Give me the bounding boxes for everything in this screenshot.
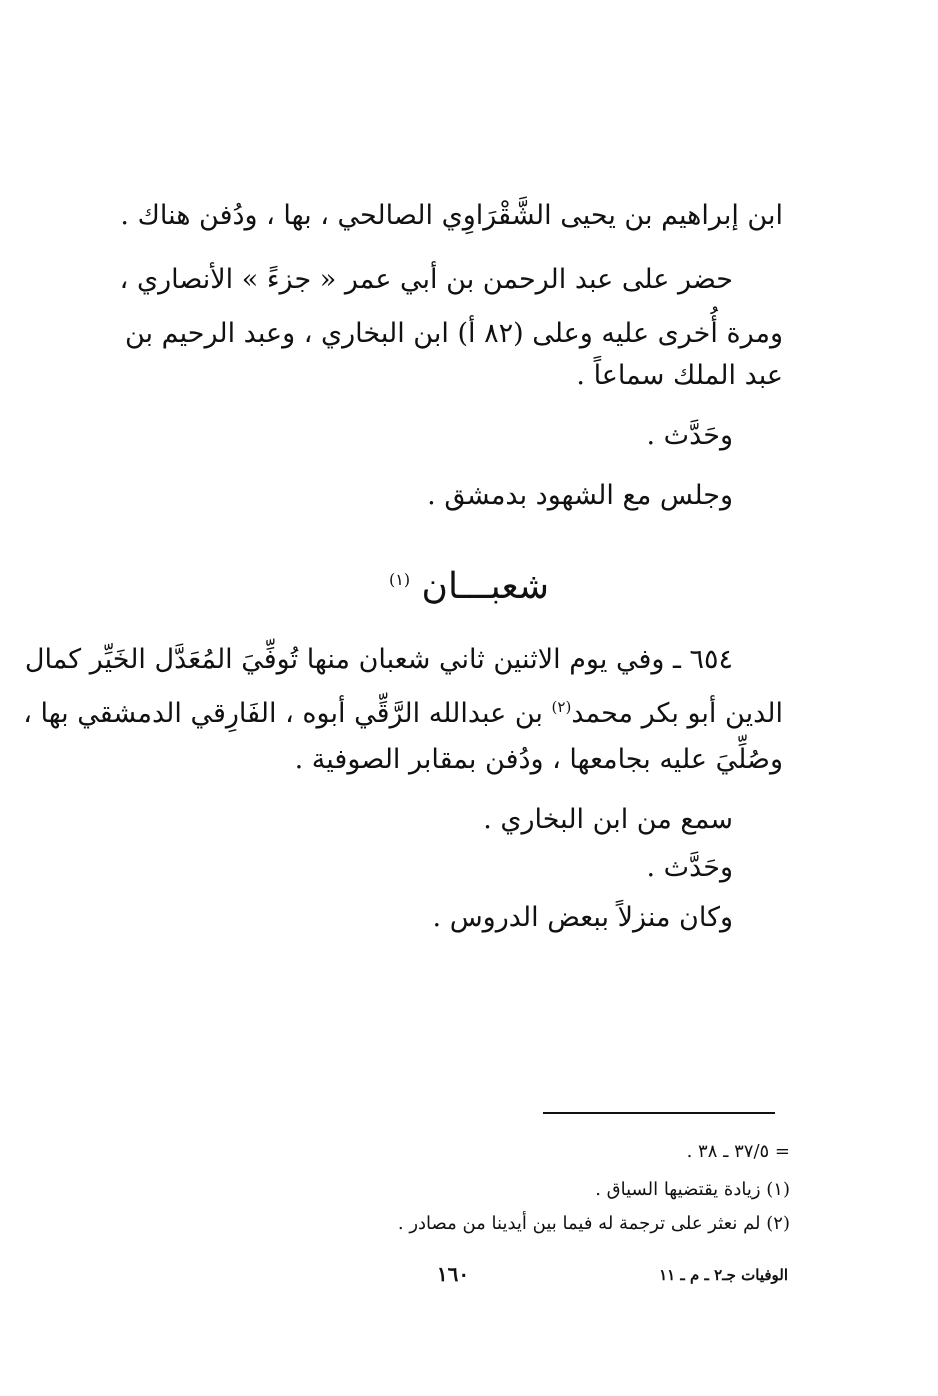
text-line: ومرة أُخرى عليه وعلى (٨٢ أ) ابن البخاري ، وعبد الرحيم بن — [125, 318, 783, 349]
text-line: وحَدَّث . — [646, 852, 733, 883]
text-line: حضر على عبد الرحمن بن أبي عمر « جزءً » الأنصاري ، — [119, 264, 733, 295]
printer-signature: الوفيات جـ٢ ـ م ـ ١١ — [659, 1266, 788, 1284]
heading-text: شعبـــان — [421, 566, 549, 607]
text-line: عبد الملك سماعاً . — [576, 360, 783, 391]
text-run: الدين أبو بكر محمد — [571, 698, 783, 729]
text-line: وحَدَّث . — [646, 420, 733, 451]
text-line — [23, 694, 783, 734]
text-run: بن عبدالله الرَّقِّي أبوه ، الفَارِقي الدمشقي بها ، — [23, 698, 552, 729]
heading-footnote-ref: (١) — [389, 570, 411, 589]
footnote: (١) زيادة يقتضيها السياق . — [595, 1179, 790, 1200]
footnote-ref: (٢) — [551, 698, 572, 716]
text-line: ٦٥٤ ـ وفي يوم الاثنين ثاني شعبان منها تُوفِّيَ المُعَدَّل الخَيِّر كمال — [24, 644, 733, 675]
footnote-separator — [543, 1112, 775, 1114]
footnote: (٢) لم نعثر على ترجمة له فيما بين أيدينا من مصادر . — [397, 1213, 790, 1234]
text-line: وصُلِّيَ عليه بجامعها ، ودُفن بمقابر الصوفية . — [294, 744, 783, 775]
footnote-continuation: = ٣٧/٥ ـ ٣٨ . — [686, 1141, 790, 1162]
text-line: وجلس مع الشهود بدمشق . — [427, 480, 733, 511]
text-line: وكان منزلاً ببعض الدروس . — [432, 902, 733, 933]
section-heading — [0, 562, 938, 612]
text-line: سمع من ابن البخاري . — [483, 804, 733, 835]
text-line: ابن إبراهيم بن يحيى الشَّقْرَاوِي الصالحي ، بها ، ودُفن هناك . — [120, 200, 783, 231]
page-number: ١٦٠ — [436, 1262, 470, 1286]
